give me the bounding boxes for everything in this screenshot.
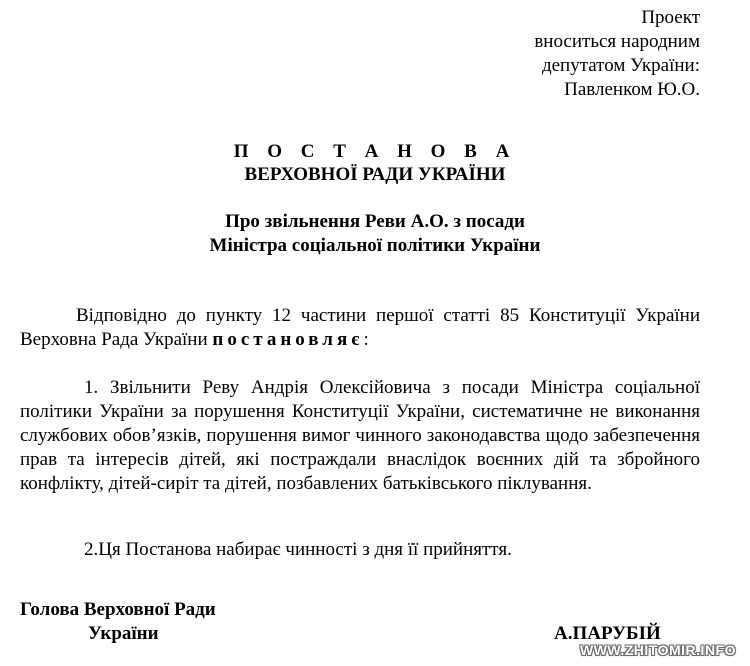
intro-text: Відповідно до пункту 12 частини першої статті 85 Конституції України Верховна Рада України bbox=[20, 305, 700, 350]
signatory-name: А.ПАРУБІЙ bbox=[554, 623, 661, 644]
project-line: вноситься народним bbox=[534, 31, 700, 52]
subject-line-2: Міністра соціальної політики України bbox=[209, 235, 541, 256]
site-watermark: WWW.ZHITOMIR.INFO bbox=[580, 642, 736, 658]
item-1-paragraph: 1. Звільнити Реву Андрія Олексійовича з посади Міністра соціальної політики України за порушення Конституції України, систематичне не виконання службових обов’язків, порушення вимог чинного законодавства щодо забезпечення прав та інтересів дітей, які постраждали внаслідок воєнних дій та збройного конфлікту, дітей-сиріт та дітей, позбавлених батьківського піклування. bbox=[20, 377, 700, 494]
project-line: Проект bbox=[641, 7, 700, 28]
resolves-word: постановляє bbox=[212, 329, 364, 350]
document-title: П О С Т А Н О В А bbox=[233, 141, 517, 162]
project-note bbox=[534, 6, 700, 102]
signatory-title-line-2: України bbox=[88, 623, 159, 644]
project-line: депутатом України: bbox=[541, 55, 700, 76]
item-2-paragraph: 2.Ця Постанова набирає чинності з дня її прийняття. bbox=[84, 539, 512, 560]
signatory-title-line-1: Голова Верховної Ради bbox=[20, 599, 216, 620]
signatory-title bbox=[20, 598, 216, 646]
project-line: Павленком Ю.О. bbox=[564, 79, 700, 100]
intro-paragraph bbox=[20, 304, 700, 352]
subject-line-1: Про звільнення Реви А.О. з посади bbox=[225, 211, 525, 232]
document-issuer: ВЕРХОВНОЇ РАДИ УКРАЇНИ bbox=[244, 164, 506, 185]
intro-end: : bbox=[363, 329, 369, 350]
